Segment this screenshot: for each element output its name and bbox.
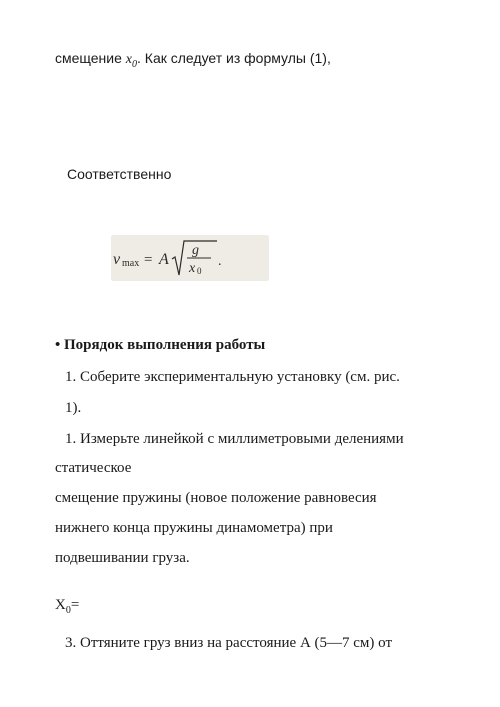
section-heading [55,336,265,354]
correspondingly-text: Соответственно [67,166,172,182]
intro-text-after: . Как следует из формулы (1), [137,50,331,66]
intro-text-before: смещение [55,50,126,66]
formula-x-sub: 0 [197,266,202,276]
x0-main: X [55,597,66,613]
section-title: Порядок выполнения работы [64,337,266,353]
formula-g: g [192,243,199,258]
bullet: • [55,337,61,353]
formula-image [111,235,269,281]
step2-line5: подвешивании груза. [55,550,190,566]
x0-label [55,596,79,620]
step3-line1: 3. Оттяните груз вниз на расстояние А (5—7 см) от [65,635,393,651]
step2-line4: нижнего конца пружины динамометра) при [55,520,333,536]
variable-x0-sub: 0 [132,58,138,70]
formula-x: x [189,261,196,276]
variable-x0 [125,52,138,70]
x0-equals: = [70,597,80,613]
variable-x0-main: x [125,52,133,67]
step2-line2: статическое [55,460,132,476]
step2-line1: 1. Измерьте линейкой с миллиметровыми делениями [65,431,404,447]
formula-v: v [113,251,121,268]
formula-A: A [159,251,169,268]
step2-line3: смещение пружины (новое положение равновесия [55,490,377,506]
paragraph-intro [55,49,331,74]
step1-line1: 1. Соберите экспериментальную установку (см. рис. [65,369,400,385]
formula-period: . [218,254,222,269]
x0-sub: 0 [65,605,71,616]
formula-max: max [122,258,140,269]
step1-line2: 1). [65,400,82,416]
formula-equals: = [144,252,153,268]
